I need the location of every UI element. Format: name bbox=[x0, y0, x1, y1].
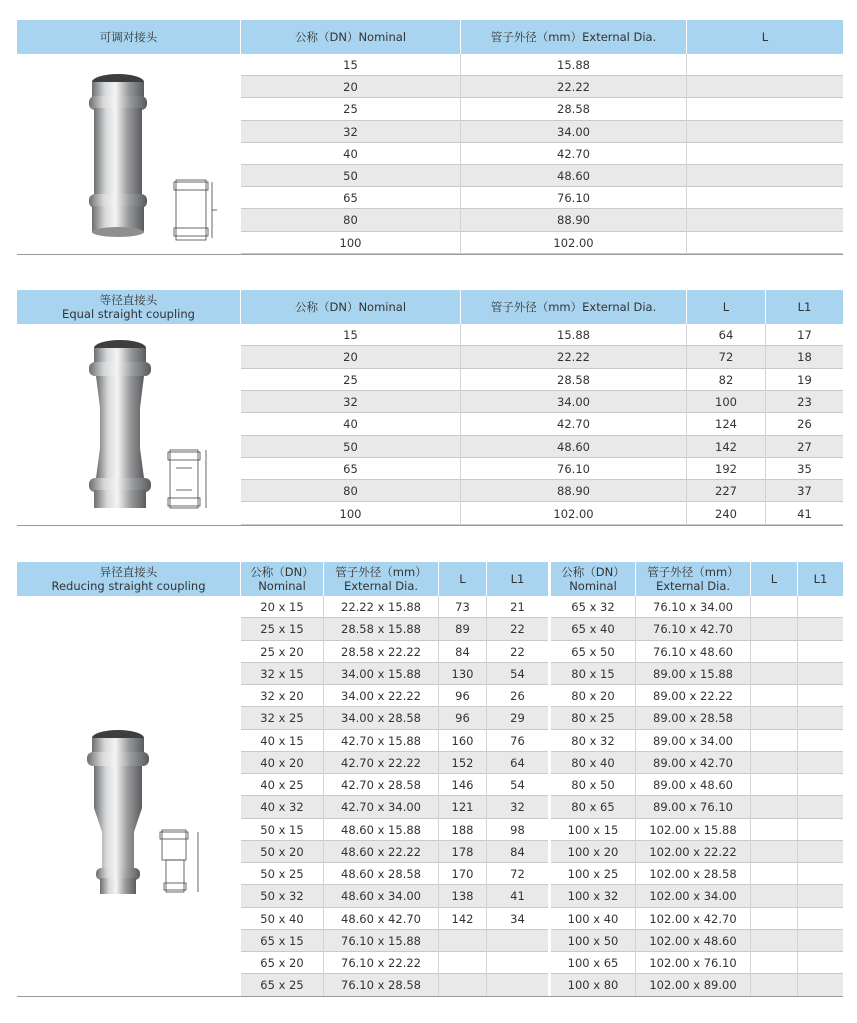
table1-cell: 102.00 bbox=[553, 235, 594, 250]
table3-left-cell: 76 bbox=[510, 733, 525, 748]
table3-left-cell bbox=[487, 930, 548, 952]
table2-title-en: Equal straight coupling bbox=[62, 307, 195, 321]
table3-left-col-dn-cn: 公称（DN） bbox=[250, 565, 314, 579]
table2-cell: 41 bbox=[797, 506, 812, 521]
table3-right-col-od-cn: 管子外径（mm） bbox=[647, 565, 739, 579]
table3-left-col-l: L bbox=[459, 572, 466, 586]
table3-left-cell: 96 bbox=[455, 689, 470, 704]
table3-right-cell: 76.10 x 48.60 bbox=[653, 644, 733, 659]
table3-left-cell: 40 x 15 bbox=[260, 733, 304, 748]
table3-left-cell: 138 bbox=[451, 889, 474, 904]
table1-cell: 42.70 bbox=[557, 146, 590, 161]
table3-left-cell: 26 bbox=[510, 689, 525, 704]
table3-right-cell: 100 x 80 bbox=[567, 978, 619, 993]
table2-cell: 142 bbox=[715, 439, 737, 454]
table2-cell: 40 bbox=[343, 417, 358, 432]
table3-right-cell: 80 x 40 bbox=[571, 755, 615, 770]
table3-right-cell bbox=[751, 730, 797, 752]
table3-left-col-od bbox=[324, 562, 438, 596]
table2-cell: 48.60 bbox=[557, 439, 590, 454]
table3-right-cell bbox=[798, 618, 843, 640]
table3-left-cell: 41 bbox=[510, 889, 525, 904]
table3-right-cell bbox=[798, 930, 843, 952]
table3-left-cell: 22 bbox=[510, 644, 525, 659]
table3-right-cell bbox=[798, 707, 843, 729]
table3-left-cell: 28.58 x 22.22 bbox=[341, 644, 421, 659]
table3-right-cell: 65 x 50 bbox=[571, 644, 615, 659]
table3-left-col-divider bbox=[486, 596, 487, 997]
table3-left-cell: 64 bbox=[510, 755, 525, 770]
table2-cell: 102.00 bbox=[553, 506, 594, 521]
table1-cell: 40 bbox=[343, 146, 358, 161]
table3-right-col-divider bbox=[750, 596, 751, 997]
table3-right-cell bbox=[751, 707, 797, 729]
table3-right-cell bbox=[798, 685, 843, 707]
table3-left-cell: 34.00 x 15.88 bbox=[341, 666, 421, 681]
table3-right-cell bbox=[798, 885, 843, 907]
table3-left-cell: 42.70 x 28.58 bbox=[341, 778, 421, 793]
table3-left-cell: 130 bbox=[451, 666, 474, 681]
table1-cell: 50 bbox=[343, 169, 358, 184]
table2-cell: 80 bbox=[343, 484, 358, 499]
table2-title bbox=[17, 290, 240, 324]
table3-right-cell: 100 x 25 bbox=[567, 867, 619, 882]
table2-cell: 15.88 bbox=[557, 328, 590, 343]
table3-left-cell: 96 bbox=[455, 711, 470, 726]
table3-title-en: Reducing straight coupling bbox=[51, 579, 206, 593]
table3-left-cell: 32 x 15 bbox=[260, 666, 304, 681]
table3-left-cell: 25 x 20 bbox=[260, 644, 304, 659]
table1-cell: 22.22 bbox=[557, 80, 590, 95]
table3-right-cell bbox=[751, 641, 797, 663]
table2-cell: 65 bbox=[343, 461, 358, 476]
table3-left-cell: 50 x 40 bbox=[260, 911, 304, 926]
table3-right-cell: 102.00 x 28.58 bbox=[649, 867, 737, 882]
table1-cell: 32 bbox=[343, 124, 358, 139]
table3-left-cell: 22.22 x 15.88 bbox=[341, 600, 421, 615]
table1-cell: 15 bbox=[343, 58, 358, 73]
table3-right-col-dn bbox=[551, 562, 635, 596]
table2-cell: 64 bbox=[718, 328, 734, 343]
table2-cell: 18 bbox=[797, 350, 812, 365]
table2-col-divider bbox=[460, 324, 461, 525]
table2-cell: 50 bbox=[343, 439, 358, 454]
table2-cell: 20 bbox=[343, 350, 358, 365]
table3-left-col-l1: L1 bbox=[510, 572, 525, 586]
table3-right-cell bbox=[798, 952, 843, 974]
table3-left-cell: 20 x 15 bbox=[260, 600, 304, 615]
table3-right-cell bbox=[798, 774, 843, 796]
table3-left-cell: 76.10 x 28.58 bbox=[341, 978, 421, 993]
table3-left-cell: 178 bbox=[451, 844, 474, 859]
table3-right-cell: 65 x 32 bbox=[571, 600, 615, 615]
table1-title: 可调对接头 bbox=[99, 30, 158, 44]
table2-title-cn: 等径直接头 bbox=[99, 293, 158, 307]
table3-right-cell bbox=[751, 774, 797, 796]
table2-cell: 19 bbox=[797, 372, 812, 387]
table3-right-cell bbox=[751, 952, 797, 974]
table3-right-col-divider bbox=[797, 596, 798, 997]
table3-left-cell: 98 bbox=[510, 822, 525, 837]
table3-left-cell: 21 bbox=[510, 600, 525, 615]
table3-left-cell: 50 x 20 bbox=[260, 844, 304, 859]
table3-right-col-od bbox=[636, 562, 750, 596]
table1-col-l: L bbox=[761, 30, 769, 44]
table3-right-cell: 100 x 32 bbox=[567, 889, 619, 904]
table3-right-cell: 89.00 x 15.88 bbox=[653, 666, 733, 681]
table3-right-cell: 80 x 15 bbox=[571, 666, 615, 681]
table3-right-cell: 76.10 x 42.70 bbox=[653, 622, 733, 637]
table3-right-col-dn-cn: 公称（DN） bbox=[561, 565, 625, 579]
table3-left-cell bbox=[487, 952, 548, 974]
table3-left-cell: 32 x 25 bbox=[260, 711, 304, 726]
table3-left-cell: 142 bbox=[451, 911, 474, 926]
table1-cell: 65 bbox=[343, 191, 358, 206]
table3-left-cell: 34.00 x 28.58 bbox=[341, 711, 421, 726]
table3-title-cn: 异径直接头 bbox=[99, 565, 158, 579]
table3-left-cell: 50 x 32 bbox=[260, 889, 304, 904]
table3-left-col-dn-en: Nominal bbox=[258, 579, 306, 593]
table3-right-cell bbox=[751, 819, 797, 841]
table3-right-cell: 89.00 x 42.70 bbox=[653, 755, 733, 770]
table3-right-cell bbox=[751, 618, 797, 640]
table3-left-cell: 22 bbox=[510, 622, 525, 637]
table3-left-cell bbox=[487, 974, 548, 996]
table3-left-cell: 76.10 x 22.22 bbox=[341, 956, 421, 971]
table3-left-cell: 146 bbox=[451, 778, 474, 793]
table2-cell: 35 bbox=[797, 461, 812, 476]
table1-col-divider bbox=[460, 54, 461, 254]
table3-right-cell bbox=[751, 685, 797, 707]
table3-left-cell bbox=[439, 952, 486, 974]
table1-cell: 100 bbox=[339, 235, 362, 250]
table2-cell: 100 bbox=[715, 395, 737, 410]
table2-cell: 100 bbox=[339, 506, 362, 521]
table3-right-cell bbox=[751, 596, 797, 618]
table3-right-cell bbox=[798, 752, 843, 774]
table3-left-cell: 73 bbox=[455, 600, 470, 615]
table3-left-cell: 34.00 x 22.22 bbox=[341, 689, 421, 704]
table3-left-col-divider bbox=[438, 596, 439, 997]
table3-left-cell: 84 bbox=[510, 844, 525, 859]
table3-right-col-od-en: External Dia. bbox=[655, 579, 731, 593]
table3-left-cell: 48.60 x 34.00 bbox=[341, 889, 421, 904]
table3-left-cell: 50 x 25 bbox=[260, 867, 304, 882]
table2-col-divider bbox=[765, 324, 766, 525]
table3-left-cell: 42.70 x 15.88 bbox=[341, 733, 421, 748]
table3-left-cell: 121 bbox=[451, 800, 474, 815]
table3-right-cell bbox=[798, 841, 843, 863]
table2-cell: 15 bbox=[343, 328, 358, 343]
table3-left-cell: 40 x 25 bbox=[260, 778, 304, 793]
table3-title bbox=[17, 562, 240, 596]
table3-left-cell: 40 x 32 bbox=[260, 800, 304, 815]
table1-cell: 25 bbox=[343, 102, 358, 117]
table2-cell: 76.10 bbox=[557, 461, 590, 476]
table2-cell: 192 bbox=[715, 461, 737, 476]
table3-left-cell: 188 bbox=[451, 822, 474, 837]
table3-right-cell: 100 x 40 bbox=[567, 911, 619, 926]
table1-cell: 28.58 bbox=[557, 102, 590, 117]
table1-col-dn: 公称（DN）Nominal bbox=[294, 30, 407, 44]
table3-left-cell: 48.60 x 28.58 bbox=[341, 867, 421, 882]
table3-left-cell: 89 bbox=[455, 622, 470, 637]
table3-left-cell: 48.60 x 15.88 bbox=[341, 822, 421, 837]
table3-right-cell bbox=[751, 974, 797, 996]
table3-left-cell: 48.60 x 42.70 bbox=[341, 911, 421, 926]
table3-left-cell bbox=[439, 930, 486, 952]
table3-left-cell bbox=[439, 974, 486, 996]
table2-cell: 72 bbox=[718, 350, 734, 365]
table3-right-cell bbox=[798, 730, 843, 752]
table3-right-cell: 102.00 x 48.60 bbox=[649, 933, 737, 948]
table3-right-cell bbox=[798, 641, 843, 663]
table3-left-cell: 50 x 15 bbox=[260, 822, 304, 837]
table3-right-cell: 80 x 65 bbox=[571, 800, 615, 815]
table3-left-col-dn bbox=[241, 562, 323, 596]
table3-right-cell bbox=[798, 819, 843, 841]
table2-cell: 26 bbox=[797, 417, 812, 432]
table3-right-cell: 89.00 x 22.22 bbox=[653, 689, 733, 704]
table2-col-l1: L1 bbox=[797, 300, 812, 314]
table3-left-cell: 32 x 20 bbox=[260, 689, 304, 704]
table3-left-col-od-en: External Dia. bbox=[343, 579, 419, 593]
table3-left-col-divider bbox=[323, 596, 324, 997]
table3-right-cell: 100 x 65 bbox=[567, 956, 619, 971]
table3-left-cell: 65 x 25 bbox=[260, 978, 304, 993]
table3-left-col-od-cn: 管子外径（mm） bbox=[335, 565, 427, 579]
table2-cell: 124 bbox=[715, 417, 737, 432]
table3-right-cell: 89.00 x 34.00 bbox=[653, 733, 733, 748]
table2-col-l: L bbox=[722, 300, 730, 314]
table3-right-cell bbox=[798, 863, 843, 885]
table3-right-cell: 65 x 40 bbox=[571, 622, 615, 637]
table3-right-cell: 89.00 x 48.60 bbox=[653, 778, 733, 793]
table3-left-cell: 32 bbox=[510, 800, 525, 815]
table3-left-cell: 152 bbox=[451, 755, 474, 770]
table1-col-divider bbox=[686, 54, 687, 254]
table3-left-cell: 25 x 15 bbox=[260, 622, 304, 637]
table3-right-cell: 80 x 50 bbox=[571, 778, 615, 793]
table3-right-cell bbox=[798, 596, 843, 618]
table2-col-divider bbox=[686, 324, 687, 525]
table3-right-cell bbox=[798, 908, 843, 930]
table3-right-cell bbox=[751, 863, 797, 885]
table2-cell: 17 bbox=[797, 328, 812, 343]
table3-left-cell: 84 bbox=[455, 644, 470, 659]
table3-left-cell: 65 x 15 bbox=[260, 933, 304, 948]
table2-col-dn: 公称（DN）Nominal bbox=[294, 300, 407, 314]
table3-right-cell: 102.00 x 89.00 bbox=[649, 978, 737, 993]
table1-cell: 48.60 bbox=[557, 169, 590, 184]
table3-left-cell: 42.70 x 22.22 bbox=[341, 755, 421, 770]
table3-right-cell bbox=[751, 663, 797, 685]
table2-cell: 42.70 bbox=[557, 417, 590, 432]
table3-right-col-l1: L1 bbox=[813, 572, 828, 586]
table2-cell: 22.22 bbox=[557, 350, 590, 365]
table3-left-cell: 34 bbox=[510, 911, 525, 926]
table1-cell: 80 bbox=[343, 213, 358, 228]
table3-left-cell: 72 bbox=[510, 867, 525, 882]
table3-right-cell: 76.10 x 34.00 bbox=[653, 600, 733, 615]
table3-right-cell bbox=[751, 841, 797, 863]
table3-left-cell: 170 bbox=[451, 867, 474, 882]
reducing-straight-coupling-icon bbox=[80, 728, 230, 908]
table3-right-cell bbox=[798, 974, 843, 996]
table2-cell: 25 bbox=[343, 372, 358, 387]
table3-right-cell bbox=[751, 796, 797, 818]
table3-right-col-dn-en: Nominal bbox=[569, 579, 617, 593]
table2-col-od: 管子外径（mm）External Dia. bbox=[490, 300, 657, 314]
table3-right-cell: 100 x 20 bbox=[567, 844, 619, 859]
table3-right-cell bbox=[751, 885, 797, 907]
table3-right-cell bbox=[798, 796, 843, 818]
table1-cell: 34.00 bbox=[557, 124, 590, 139]
table3-right-col-divider bbox=[635, 596, 636, 997]
table3-right-cell: 102.00 x 15.88 bbox=[649, 822, 737, 837]
table1-cell: 20 bbox=[343, 80, 358, 95]
table2-cell: 227 bbox=[715, 484, 737, 499]
table3-left-cell: 76.10 x 15.88 bbox=[341, 933, 421, 948]
table3-right-cell: 80 x 25 bbox=[571, 711, 615, 726]
table3-right-cell: 89.00 x 28.58 bbox=[653, 711, 733, 726]
table3-left-cell: 54 bbox=[510, 666, 525, 681]
table3-left-cell: 40 x 20 bbox=[260, 755, 304, 770]
table3-right-cell: 102.00 x 22.22 bbox=[649, 844, 737, 859]
table3-left-cell: 65 x 20 bbox=[260, 956, 304, 971]
table3-left-cell: 54 bbox=[510, 778, 525, 793]
table3-right-cell: 80 x 20 bbox=[571, 689, 615, 704]
adjustable-coupling-icon bbox=[80, 70, 220, 250]
table1-col-od: 管子外径（mm）External Dia. bbox=[490, 30, 657, 44]
table2-cell: 28.58 bbox=[557, 372, 590, 387]
table3-left-cell: 29 bbox=[510, 711, 525, 726]
table3-left-cell: 28.58 x 15.88 bbox=[341, 622, 421, 637]
table1-cell: 15.88 bbox=[557, 58, 590, 73]
table2-cell: 82 bbox=[718, 372, 734, 387]
table3-right-cell bbox=[751, 908, 797, 930]
table3-right-cell: 102.00 x 34.00 bbox=[649, 889, 737, 904]
table3-left-cell: 42.70 x 34.00 bbox=[341, 800, 421, 815]
table3-right-cell: 89.00 x 76.10 bbox=[653, 800, 733, 815]
table1-cell: 88.90 bbox=[557, 213, 590, 228]
table3-right-cell bbox=[751, 752, 797, 774]
table2-cell: 37 bbox=[797, 484, 812, 499]
table3-left-cell: 48.60 x 22.22 bbox=[341, 844, 421, 859]
equal-straight-coupling-icon bbox=[80, 338, 230, 518]
table2-cell: 32 bbox=[343, 395, 358, 410]
table3-right-cell: 102.00 x 76.10 bbox=[649, 956, 737, 971]
table3-right-cell: 100 x 15 bbox=[567, 822, 619, 837]
table2-cell: 240 bbox=[715, 506, 737, 521]
table3-right-col-l: L bbox=[770, 572, 778, 586]
table3-right-cell bbox=[798, 663, 843, 685]
table2-cell: 34.00 bbox=[557, 395, 590, 410]
table3-right-cell bbox=[751, 930, 797, 952]
table2-cell: 27 bbox=[797, 439, 812, 454]
table3-right-cell: 80 x 32 bbox=[571, 733, 615, 748]
table3-right-cell: 100 x 50 bbox=[567, 933, 619, 948]
table1-cell: 76.10 bbox=[557, 191, 590, 206]
table3-right-cell: 102.00 x 42.70 bbox=[649, 911, 737, 926]
table2-cell: 88.90 bbox=[557, 484, 590, 499]
table3-left-cell: 160 bbox=[451, 733, 474, 748]
table2-cell: 23 bbox=[797, 395, 812, 410]
